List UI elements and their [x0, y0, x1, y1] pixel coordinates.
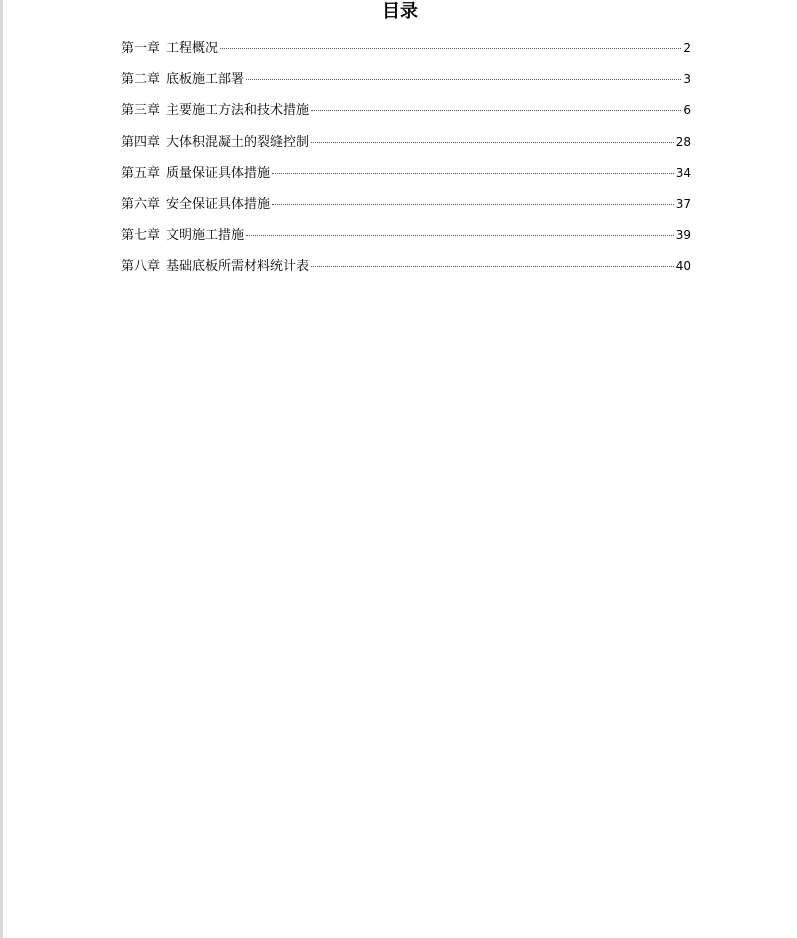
- dot-leader: [272, 173, 674, 174]
- toc-chapter-label: 第六章: [121, 196, 161, 212]
- toc-chapter-label: 第七章: [121, 228, 161, 244]
- toc-entry-title: 质量保证具体措施: [166, 165, 271, 181]
- toc-chapter-label: 第二章: [121, 72, 161, 88]
- dot-leader: [220, 48, 681, 49]
- dot-leader: [272, 204, 674, 205]
- dot-leader: [311, 266, 674, 267]
- toc-chapter-label: 第四章: [121, 134, 161, 150]
- toc-page-number: 6: [683, 103, 691, 118]
- toc-chapter-label: 第一章: [121, 41, 161, 56]
- dot-leader: [311, 142, 674, 143]
- dot-leader: [311, 110, 681, 111]
- toc-page-number: 34: [675, 165, 691, 180]
- toc-entry-title: 文明施工措施: [166, 228, 245, 244]
- toc-entry-4[interactable]: [121, 131, 691, 162]
- toc-page-number: 37: [675, 196, 691, 211]
- toc-chapter-label: 第五章: [121, 165, 161, 181]
- toc-entry-6[interactable]: [121, 193, 691, 224]
- toc-entry-title: 基础底板所需材料统计表: [166, 259, 310, 275]
- dot-leader: [246, 79, 681, 80]
- page-title: 目录: [382, 1, 418, 22]
- toc-entry-2[interactable]: [121, 68, 691, 99]
- toc-entry-7[interactable]: [121, 224, 691, 255]
- toc-entry-title: 工程概况: [166, 41, 219, 56]
- toc-page-number: 28: [675, 134, 691, 149]
- toc-entry-title: 底板施工部署: [166, 72, 245, 88]
- toc-page-number: 3: [683, 72, 691, 87]
- toc-entry-5[interactable]: [121, 162, 691, 193]
- toc-page-number: 39: [675, 228, 691, 243]
- toc-entry-3[interactable]: [121, 99, 691, 130]
- toc-page-number: 40: [675, 259, 691, 274]
- document-page: [3, 0, 797, 938]
- dot-leader: [246, 235, 674, 236]
- toc-page-number: 2: [683, 41, 691, 55]
- toc-chapter-label: 第三章: [121, 103, 161, 119]
- toc-entry-8[interactable]: [121, 255, 691, 286]
- toc-entry-1[interactable]: [121, 37, 691, 68]
- toc-entry-title: 主要施工方法和技术措施: [166, 103, 310, 119]
- toc-chapter-label: 第八章: [121, 259, 161, 275]
- toc-entry-title: 大体积混凝土的裂缝控制: [166, 134, 310, 150]
- toc-entry-title: 安全保证具体措施: [166, 196, 271, 212]
- table-of-contents: [121, 37, 691, 287]
